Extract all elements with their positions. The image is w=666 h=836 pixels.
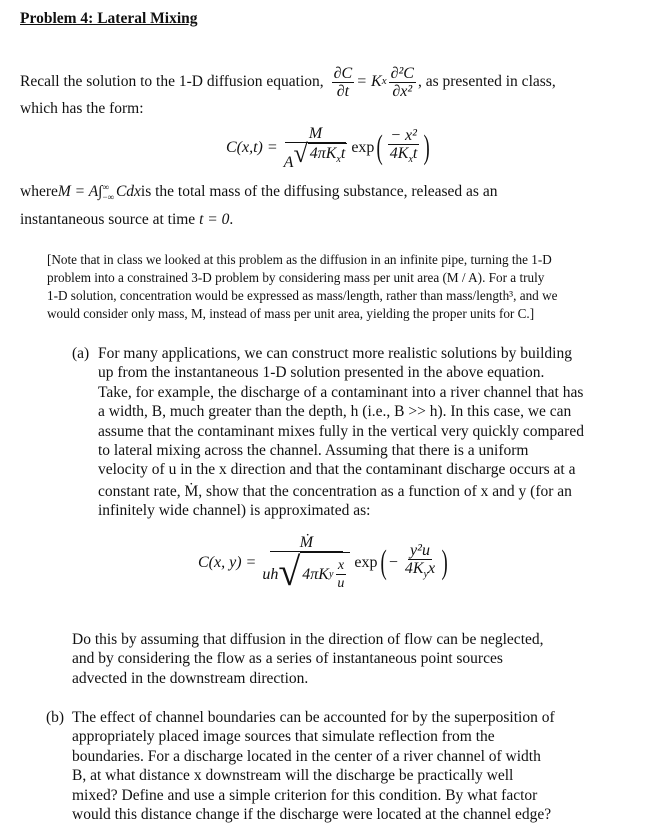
part-b-line: mixed? Define and use a simple criterion for this condition. By what factor (72, 786, 538, 804)
part-a-exp-denominator: $4K_yx$ (404, 560, 436, 581)
intro-line-1 (20, 62, 660, 102)
intro-prefix: Recall the solution to the 1-D diffusion equation, (20, 73, 324, 91)
part-a-line: infinitely wide channel) is approximated as: (98, 502, 371, 520)
part-b-line: The effect of channel boundaries can be accounted for by the superposition of (72, 709, 555, 726)
left-paren: ( (380, 544, 387, 581)
exp-label: exp (351, 139, 375, 156)
solution-denominator (282, 139, 350, 171)
problem-title: Problem 4: Lateral Mixing (20, 10, 198, 27)
part-a-text (98, 344, 658, 521)
part-b-text (72, 708, 662, 824)
part-a-line: constant rate, Ṁ, show that the concentration as a function of x and y (for an (98, 482, 572, 500)
right-paren: ) (441, 544, 448, 581)
exp-argument (388, 127, 420, 168)
part-a-after-line: Do this by assuming that diffusion in the direction of flow can be neglected, (72, 631, 544, 648)
solution-fraction (282, 125, 350, 170)
mass-definition: M = A∫ (57, 183, 103, 201)
x-over-u-fraction: $\frac{x}{u}$ (337, 558, 345, 591)
dx2-denominator: ∂x² (392, 82, 413, 100)
part-a-fraction (260, 534, 352, 592)
where-prefix: where (20, 183, 58, 201)
part-a-lhs: C(x, y) = (198, 554, 257, 571)
note-line-1: [Note that in class we looked at this problem as the diffusion in an infinite pipe, turning the 1-D (47, 252, 552, 267)
dt-denominator: ∂t (336, 82, 350, 100)
part-b-line: would this distance change if the discharge were located at the channel edge? (72, 806, 552, 824)
solution-equation (226, 122, 433, 174)
part-a-equation (198, 526, 450, 600)
note-line-4: would consider only mass, M, instead of mass per unit area, yielding the proper units for C.] (47, 306, 535, 321)
part-b-line: B, at what distance x downstream will the discharge be practically well (72, 767, 514, 785)
solution-lhs: C(x,t) = (226, 139, 278, 156)
solution-numerator: M (285, 125, 346, 143)
part-a-numerator: Ṁ (270, 534, 343, 552)
note-line-3: 1-D solution, concentration would be expressed as mass/length, rather than mass/length³, and we (47, 288, 558, 303)
part-a-denominator (260, 549, 352, 594)
part-a-sqrt (278, 549, 350, 594)
diffusivity-subscript: x (381, 75, 387, 88)
part-a-exp-numerator: y²u (410, 542, 430, 560)
dc-dt-fraction (332, 65, 355, 100)
integral-limits (102, 182, 114, 202)
time-zero: t = 0 (199, 211, 230, 228)
part-a-exp-label: exp (354, 554, 378, 571)
part-a-line: up from the instantaneous 1-D solution presented in the above equation. (98, 364, 545, 382)
where-line-1 (20, 180, 497, 204)
part-a-exp-argument (403, 542, 437, 583)
part-b-line: appropriately placed image sources that simulate reflection from the (72, 728, 495, 746)
integral-lower: −∞ (102, 192, 114, 202)
part-a-sqrt-body: 4πK y $\frac{x}{u}$ (300, 552, 350, 592)
d2c-dx2-fraction (389, 65, 416, 100)
exp-numerator: − x² (390, 127, 417, 145)
integral-upper: ∞ (102, 182, 109, 192)
part-a-after-line: advected in the downstream direction. (72, 669, 309, 687)
note-line-2: problem into a constrained 3-D problem by considering mass per unit area (M / A). For a truly (47, 270, 545, 285)
area-symbol: A (283, 153, 294, 171)
part-a-line: For many applications, we can construct more realistic solutions by building (98, 345, 572, 362)
exp-denominator: $4K_xt$ (389, 145, 418, 166)
intro-suffix: , as presented in class, (417, 73, 556, 91)
part-a-line: a width, B, much greater than the depth, h (i.e., B >> h). In this case, we can (98, 403, 572, 421)
right-paren: ) (423, 129, 431, 166)
diffusion-equation (330, 65, 418, 100)
intro-line-2: which has the form: (20, 100, 144, 117)
part-a-line: assume that the contaminant mixes fully in the vertical very quickly compared (98, 422, 584, 440)
integrand: Cdx (115, 183, 141, 201)
sqrt-term (293, 139, 347, 170)
left-paren: ( (376, 129, 384, 166)
part-a-after-text (72, 630, 652, 688)
sqrt-icon: √ (278, 549, 301, 594)
part-a-line: to lateral mixing across the channel. Assuming that there is a uniform (98, 442, 529, 460)
minus-sign: − (388, 554, 398, 571)
part-a-line: Take, for example, the discharge of a contaminant into a river channel that has (98, 383, 584, 401)
where-line-2: instantaneous source at time t = 0. (20, 211, 234, 228)
sqrt-icon: √ (293, 139, 308, 169)
d2c-numerator: ∂²C (390, 64, 414, 82)
diffusivity-symbol: = K (356, 73, 382, 91)
dc-numerator: ∂C (333, 64, 353, 82)
part-a-after-line: and by considering the flow as a series of instantaneous point sources (72, 650, 503, 668)
part-b-label: (b) (46, 709, 65, 726)
part-a-line: velocity of u in the x direction and that the contaminant discharge occurs at a (98, 461, 576, 479)
sqrt-body: $4\pi K_xt$ (308, 143, 348, 170)
part-a-label: (a) (72, 345, 90, 362)
part-b-line: boundaries. For a discharge located in the center of a river channel of width (72, 747, 541, 765)
uh-symbol: uh (262, 566, 279, 583)
where-suffix: is the total mass of the diffusing substance, released as an (140, 183, 498, 201)
